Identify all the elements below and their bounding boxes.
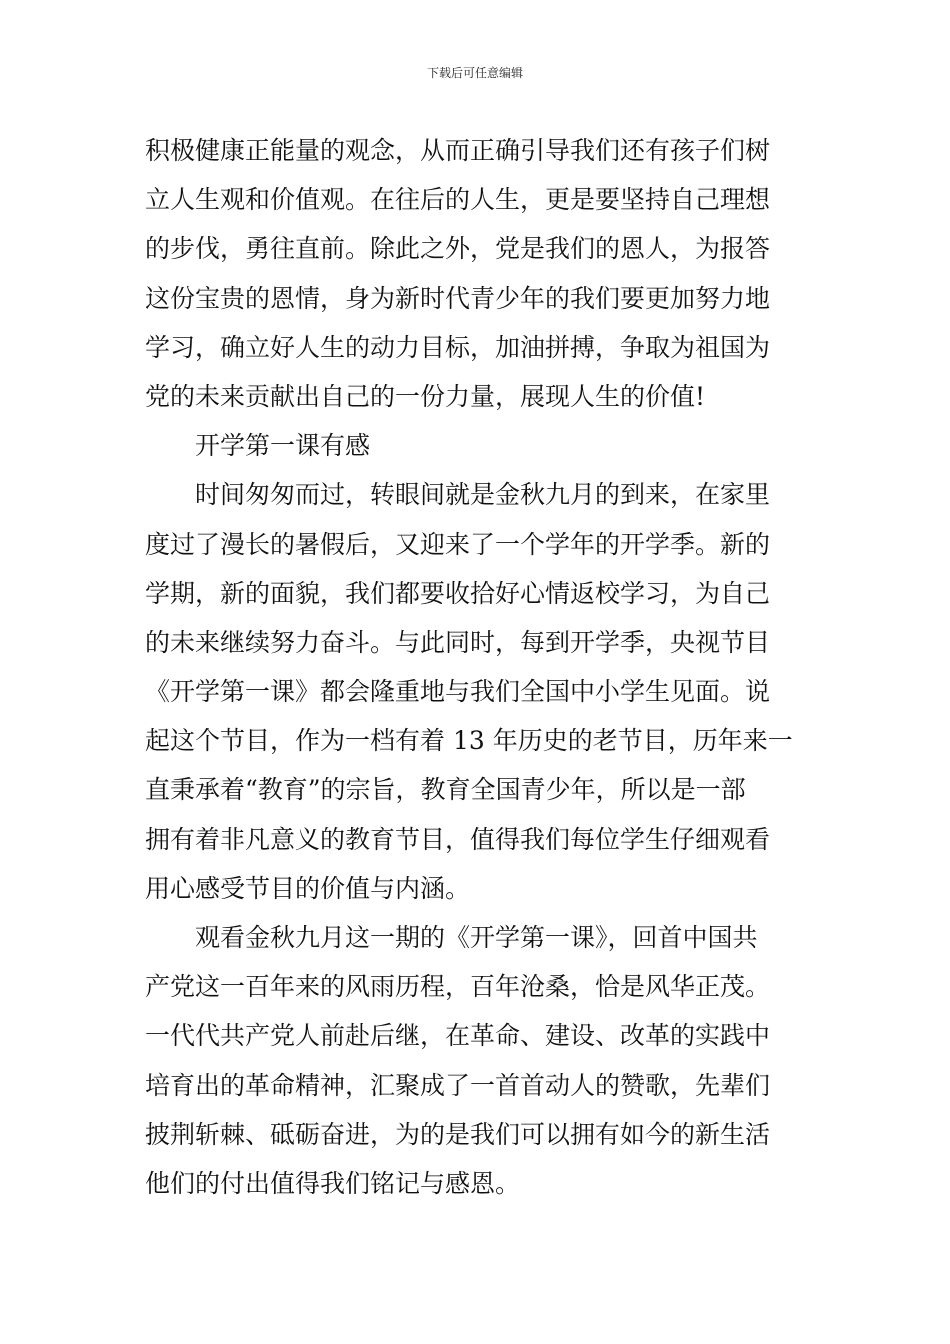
section-title: 开学第一课有感 (195, 431, 371, 461)
text-line: 观看金秋九月这一期的《开学第一课》，回首中国共 (195, 923, 758, 952)
text-line: 的未来继续努力奋斗。与此同时，每到开学季，央视节目 (145, 627, 771, 657)
text-line: 度过了漫长的暑假后，又迎来了一个学年的开学季。新的 (145, 529, 771, 559)
text-line: 产党这一百年来的风雨历程，百年沧桑，恰是风华正茂。 (145, 972, 771, 1002)
text-line: 党的未来贡献出自己的一份力量，展现人生的价值! (145, 381, 706, 411)
text-line: 学习，确立好人生的动力目标，加油拼搏，争取为祖国为 (145, 332, 771, 362)
page-header: 下载后可任意编辑 (426, 66, 523, 80)
text-line: 拥有着非凡意义的教育节目，值得我们每位学生仔细观看 (145, 824, 771, 854)
text-line: 起这个节目，作为一档有着 13 年历史的老节目，历年来一 (145, 726, 793, 756)
text-line: 直秉承着“教育”的宗旨，教育全国青少年，所以是一部 (145, 775, 746, 805)
text-line: 用心感受节目的价值与内涵。 (145, 873, 471, 903)
text-line: 立人生观和价值观。在往后的人生，更是要坚持自己理想 (145, 185, 771, 215)
text-line: 学期，新的面貌，我们都要收拾好心情返校学习，为自己 (145, 578, 771, 608)
document-body (145, 126, 810, 1208)
text-line: 披荆斩棘、砥砺奋进，为的是我们可以拥有如今的新生活 (145, 1119, 771, 1149)
text-line: 的步伐，勇往直前。除此之外，党是我们的恩人，为报答 (145, 234, 771, 264)
text-line: 这份宝贵的恩情，身为新时代青少年的我们要更加努力地 (145, 283, 771, 313)
text-line: 积极健康正能量的观念，从而正确引导我们还有孩子们树 (145, 136, 771, 165)
text-line: 一代代共产党人前赴后继，在革命、建设、改革的实践中 (145, 1021, 771, 1051)
text-line: 培育出的革命精神，汇聚成了一首首动人的赞歌，先辈们 (145, 1070, 771, 1100)
text-line: 《开学第一课》都会隆重地与我们全国中小学生见面。说 (145, 677, 771, 707)
text-line: 时间匆匆而过，转眼间就是金秋九月的到来，在家里 (195, 480, 771, 510)
text-line: 他们的付出值得我们铭记与感恩。 (145, 1168, 521, 1198)
